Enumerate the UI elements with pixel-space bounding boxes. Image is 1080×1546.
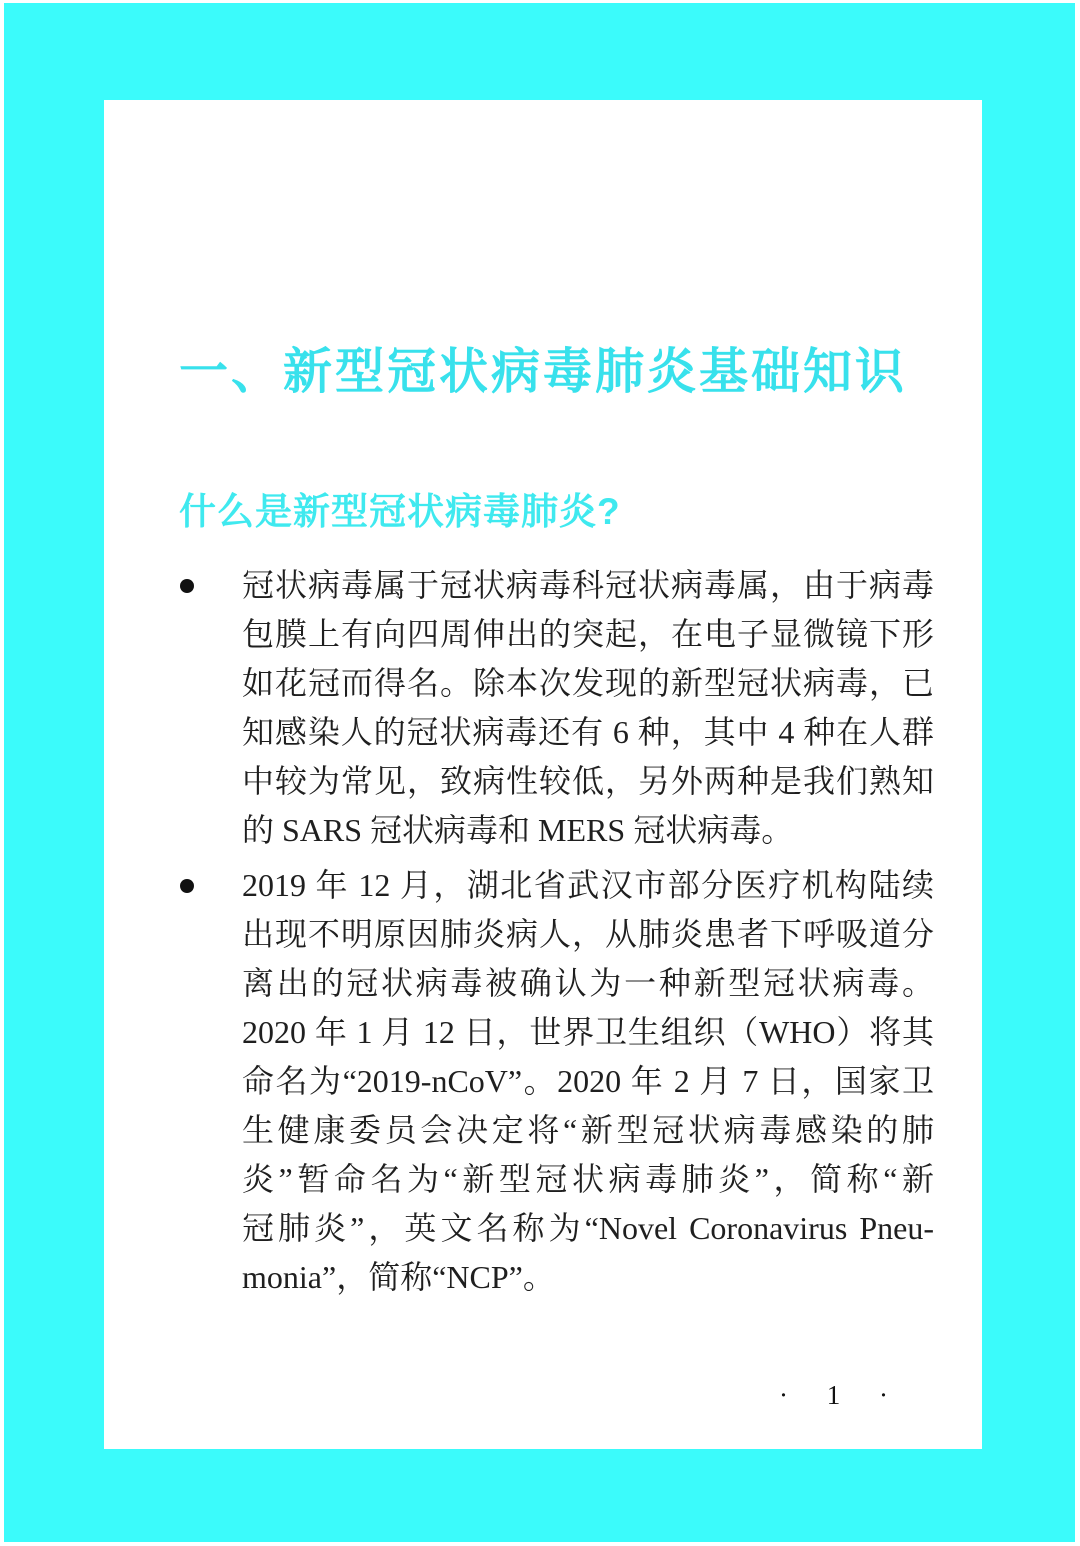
- list-item: [242, 861, 934, 1302]
- body-text-line: 生健康委员会决定将“新型冠状病毒感染的肺: [242, 1112, 934, 1148]
- page-sheet: [104, 100, 982, 1449]
- body-text-line: 2019 年 12 月，湖北省武汉市部分医疗机构陆续: [242, 867, 934, 903]
- body-text-line: 炎”暂命名为“新型冠状病毒肺炎”，简称“新: [242, 1161, 934, 1197]
- bullet-dot-icon: [180, 579, 194, 593]
- body-text-line: 如花冠而得名。除本次发现的新型冠状病毒，已: [242, 665, 934, 701]
- body-text-line: 命名为“2019-nCoV”。2020 年 2 月 7 日，国家卫: [242, 1063, 934, 1099]
- body-text-line: 冠状病毒属于冠状病毒科冠状病毒属，由于病毒: [242, 567, 934, 603]
- body-text-line: 出现不明原因肺炎病人，从肺炎患者下呼吸道分: [242, 916, 934, 952]
- body-text-line: 离出的冠状病毒被确认为一种新型冠状病毒。: [242, 965, 934, 1001]
- page-number: · 1 ·: [779, 1380, 904, 1410]
- list-item: [242, 561, 934, 855]
- body-text-line: 2020 年 1 月 12 日，世界卫生组织（WHO）将其: [242, 1014, 934, 1050]
- body-text-line: 冠肺炎”，英文名称为“Novel Coronavirus Pneu-: [242, 1210, 934, 1246]
- page-title: 一、新型冠状病毒肺炎基础知识: [178, 344, 907, 399]
- section-heading: 什么是新型冠状病毒肺炎?: [179, 491, 621, 532]
- bullet-dot-icon: [180, 879, 194, 893]
- body-text-line: 的 SARS 冠状病毒和 MERS 冠状病毒。: [242, 812, 794, 848]
- body-text-line: 知感染人的冠状病毒还有 6 种，其中 4 种在人群: [242, 714, 934, 750]
- body-text-line: 包膜上有向四周伸出的突起，在电子显微镜下形: [242, 616, 934, 652]
- body-text-line: 中较为常见，致病性较低，另外两种是我们熟知: [242, 763, 934, 799]
- body-text-line: monia”，简称“NCP”。: [242, 1259, 555, 1295]
- cyan-border-frame: [4, 3, 1075, 1542]
- bullet-list: [242, 561, 934, 1302]
